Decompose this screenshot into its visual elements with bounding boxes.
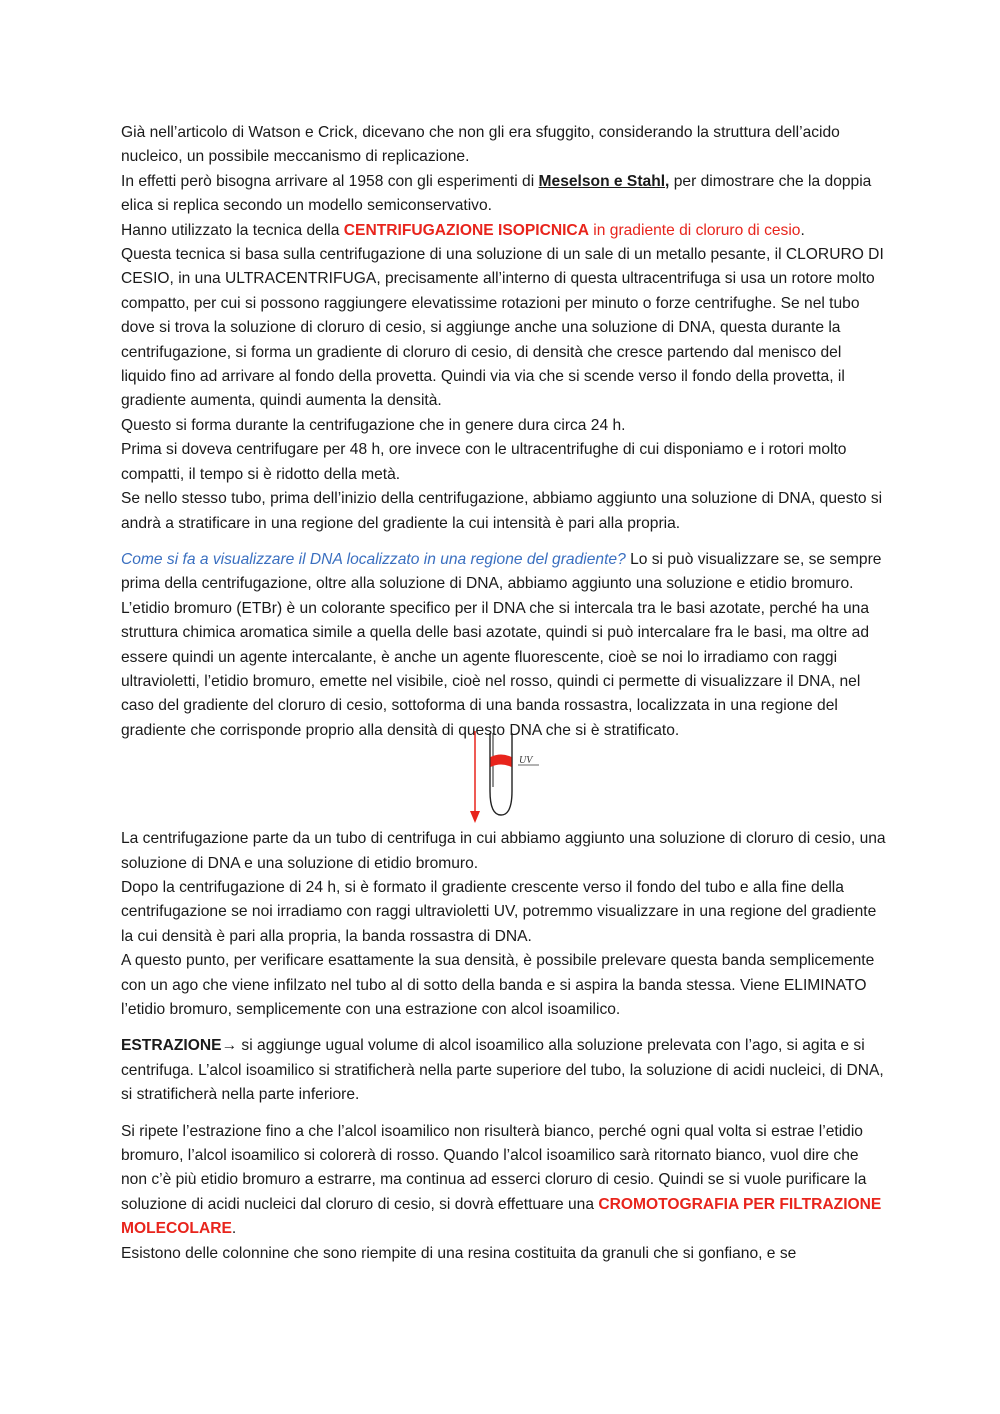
dna-band — [491, 755, 512, 768]
paragraph-repeat-extraction: Si ripete l’estrazione fino a che l’alcol isoamilico non risulterà bianco, perché ogni qual volta si estrae l’etidio bromuro, l’alcol isoamilico si colorerà di rosso. Quando l’alcol isoamilico sarà ritornato bianco, vuol dire che non c’è più etidio bromuro a estrarre, ma continua ad esserci cloruro di cesio. Quindi se si vuole purificare la soluzione di acidi nucleici dal cloruro di cesio, si dovrà effettuare una CROMOTOGRAFIA PER FILTRAZIONE MOLECOLARE. — [121, 1122, 882, 1238]
paragraph-columns: Esistono delle colonnine che sono riempite di una resina costituita da granuli che si gonfiano, e se — [121, 1244, 797, 1262]
uv-label: UV — [519, 755, 533, 767]
centrifuge-tube-drawing — [461, 727, 551, 827]
centrifuge-tube-figure — [121, 743, 886, 827]
chromatography-term: CROMOTOGRAFIA PER FILTRAZIONE MOLECOLARE — [121, 1195, 882, 1238]
visualization-question: Come si fa a visualizzare il DNA localizzato in una regione del gradiente? — [121, 550, 626, 568]
paragraph-meselson-stahl: In effetti però bisogna arrivare al 1958 con gli esperimenti di Meselson e Stahl, per dimostrare che la doppia elica si replica secondo un modello semiconservativo. — [121, 172, 872, 215]
paragraph-band-extraction: A questo punto, per verificare esattamente la sua densità, è possibile prelevare questa banda semplicemente con un ago che viene infilzato nel tubo al di sotto della banda e si aspira la banda stessa. Viene ELIMINATO l’etidio bromuro, semplicemente con una estrazione con alcol isoamilico. — [121, 952, 875, 1018]
gradient-arrow-head — [470, 811, 480, 823]
meselson-stahl-highlight: Meselson e Stahl, — [538, 172, 670, 190]
extraction-term: ESTRAZIONE→ — [121, 1037, 238, 1055]
gradient-highlight: in gradiente di cloruro di cesio — [588, 221, 801, 239]
technique-highlight: CENTRIFUGAZIONE ISOPICNICA — [343, 221, 589, 239]
paragraph-after-centrifugation: Dopo la centrifugazione di 24 h, si è formato il gradiente crescente verso il fondo del tubo e alla fine della centrifugazione se noi irradiamo con raggi ultravioletti UV, potremmo visualizzare in una regione del gradiente la cui densità è pari alla propria, la banda rossastra di DNA. — [121, 878, 877, 945]
paragraph-dna-stratification: Se nello stesso tubo, prima dell’inizio della centrifugazione, abbiamo aggiunto una soluzione di DNA, questo si andrà a stratificare in una regione del gradiente la cui intensità è pari alla propria. — [121, 490, 883, 532]
paragraph-extraction: ESTRAZIONE→ si aggiunge ugual volume di alcol isoamilico alla soluzione prelevata con l’ago, si agita e si centrifuga. L’alcol isoamilico si stratificherà nella parte superiore del tubo, la soluzione di acidi nucleici, di DNA, si stratificherà nella parte inferiore. — [121, 1037, 884, 1104]
paragraph-centrifuge-start: La centrifugazione parte da un tubo di centrifuga in cui abbiamo aggiunto una soluzione di cloruro di cesio, una soluzione di DNA e una soluzione di etidio bromuro. — [121, 830, 886, 872]
paragraph-previous-duration: Prima si doveva centrifugare per 48 h, ore invece con le ultracentrifughe di cui disponiamo e i rotori molto compatti, il tempo si è ridotto della metà. — [121, 441, 847, 483]
paragraph-visualization: Come si fa a visualizzare il DNA localizzato in una regione del gradiente? Lo si può visualizzare se, se sempre prima della centrifugazione, oltre alla soluzione di DNA, abbiamo aggiunto una soluzione e etidio bromuro. L’etidio bromuro (ETBr) è un colorante specifico per il DNA che si intercala tra le basi azotate, perché ha una struttura chimica aromatica simile a quella delle basi azotate, quindi si può intercalare fra le basi, ma oltre ad essere quindi un agente intercalante, è anche un agente fluorescente, cioè se noi lo irradiamo con raggi ultravioletti, l’etidio bromuro, emette nel visibile, cioè nel rosso, quindi ci permette di visualizzare il DNA, nel caso del gradiente del cloruro di cesio, sottoforma di una banda rossastra, localizzata in una regione del gradiente che corrisponde proprio alla densità di questo DNA che si è stratificato. — [121, 550, 882, 739]
document-body — [121, 121, 886, 1266]
paragraph-duration: Questo si forma durante la centrifugazione che in genere dura circa 24 h. — [121, 416, 626, 434]
paragraph-technique: Hanno utilizzato la tecnica della CENTRIFUGAZIONE ISOPICNICA in gradiente di cloruro di cesio. — [121, 221, 805, 239]
paragraph-technique-description: Questa tecnica si basa sulla centrifugazione di una soluzione di un sale di un metallo pesante, il CLORURO DI CESIO, in una ULTRACENTRIFUGA, precisamente all’interno di questa ultracentrifuga si usa un rotore molto compatto, per cui si possono raggiungere elevatissime rotazioni per minuto o forze centrifughe. Se nel tubo dove si trova la soluzione di cloruro di cesio, si aggiunge anche una soluzione di DNA, questa durante la centrifugazione, si forma un gradiente di cloruro di cesio, di densità che cresce partendo dal menisco del liquido fino ad arrivare al fondo della provetta. Quindi via via che si scende verso il fondo della provetta, il gradiente aumenta, quindi aumenta la densità. — [121, 246, 884, 410]
paragraph-intro: Già nell’articolo di Watson e Crick, dicevano che non gli era sfuggito, considerando la struttura dell’acido nucleico, un possibile meccanismo di replicazione. — [121, 124, 840, 166]
